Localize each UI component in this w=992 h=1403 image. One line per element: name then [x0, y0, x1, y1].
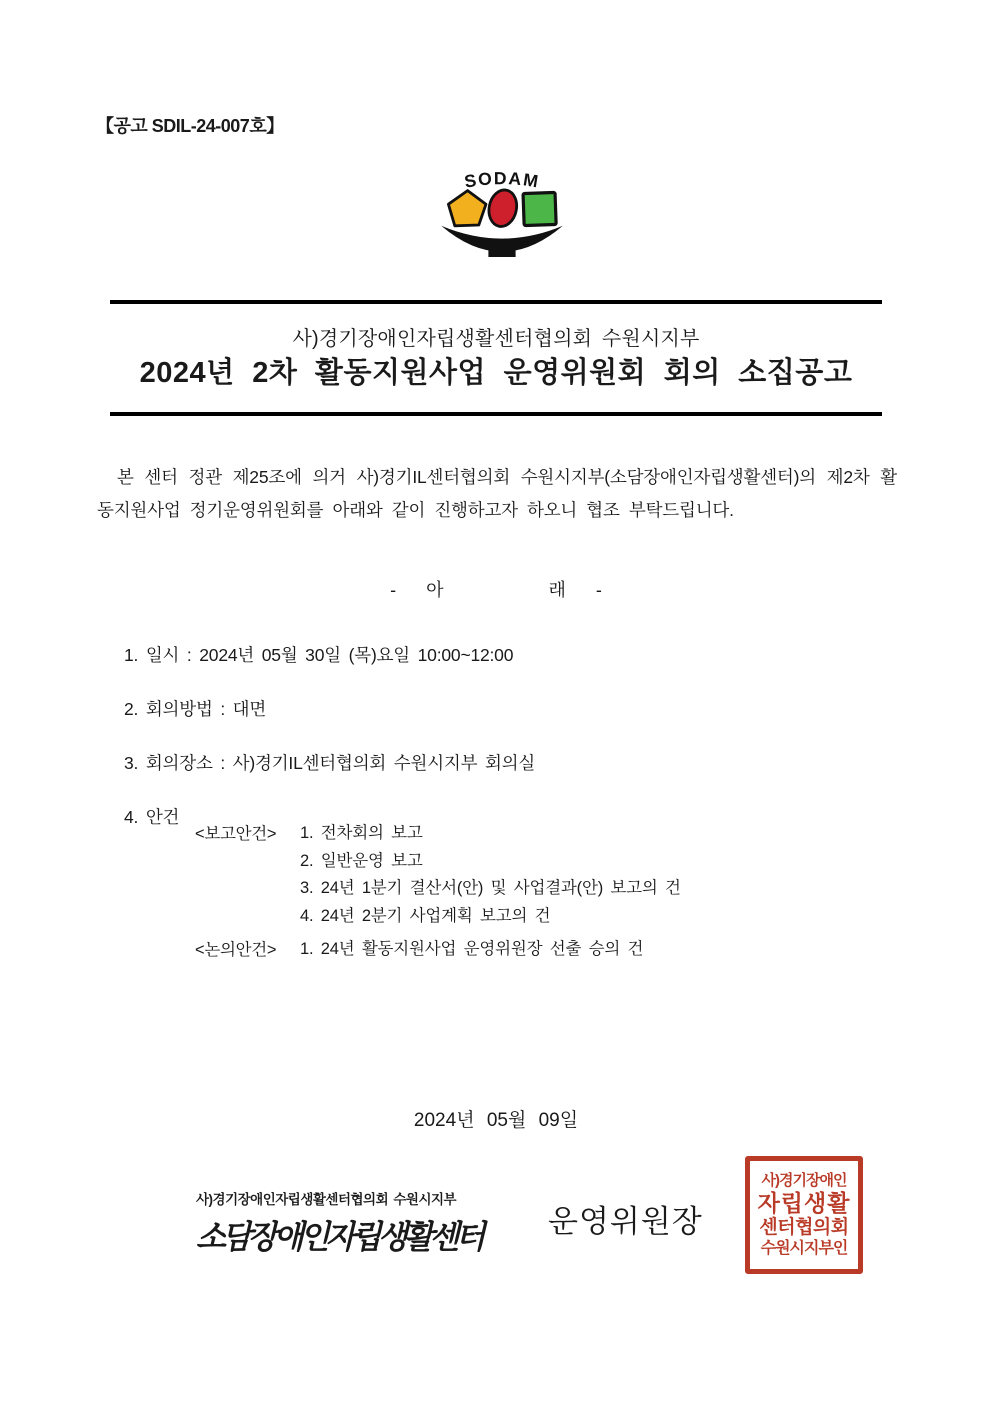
stamp-line: 자립생활 [757, 1190, 851, 1216]
meeting-info-place: 3. 회의장소 : 사)경기IL센터협의회 수원시지부 회의실 [124, 753, 536, 773]
discussion-agenda-label: <논의안건> [195, 941, 277, 959]
sodam-logo-text: SODAM [462, 168, 542, 192]
logo-bowl-base [488, 247, 515, 257]
logo-pentagon-yellow [448, 191, 486, 226]
logo-square-green [523, 192, 556, 225]
bottom-divider-rule [110, 412, 882, 416]
report-agenda-items [300, 820, 681, 930]
signature-block [196, 1188, 496, 1255]
chairman-title: 운영위원장 [548, 1204, 703, 1239]
signature-org-name: 사)경기장애인자립생활센터협의회 수원시지부 [196, 1192, 457, 1207]
body-paragraph: 본 센터 정관 제25조에 의거 사)경기IL센터협의회 수원시지부(소담장애인자립생활센터)의 제2차 활동지원사업 정기운영위원회를 아래와 같이 진행하고자 하오니 협조 부탁드립니다. [97, 466, 897, 520]
report-agenda-item: 2. 일반운영 보고 [300, 851, 423, 870]
signature-calligraphy: 소담장애인자립생활센터 [196, 1218, 482, 1257]
organization-line: 사)경기장애인자립생활센터협의회 수원시지부 [292, 328, 700, 350]
official-seal-stamp [745, 1156, 863, 1274]
discussion-agenda-items [300, 936, 643, 964]
discussion-agenda-item: 1. 24년 활동지원사업 운영위원장 선출 승의 건 [300, 940, 644, 958]
issue-date: 2024년 05월 09일 [413, 1110, 579, 1131]
below-section-label: - 아 래 - [390, 580, 602, 600]
report-agenda-item: 1. 전차회의 보고 [300, 824, 423, 842]
sodam-logo [438, 160, 566, 266]
stamp-line: 센터협의회 [759, 1217, 849, 1238]
meeting-info-agenda: 4. 안건 [124, 807, 180, 827]
document-title: 2024년 2차 활동지원사업 운영위원회 회의 소집공고 [139, 357, 853, 389]
report-agenda-label: <보고안건> [195, 825, 277, 843]
stamp-line: 사)경기장애인 [761, 1172, 847, 1189]
notice-number: 【공고 SDIL-24-007호】 [96, 116, 284, 136]
top-divider-rule [110, 300, 882, 304]
report-agenda-item: 4. 24년 2분기 사업계획 보고의 건 [300, 906, 551, 925]
stamp-line: 수원시지부인 [760, 1240, 848, 1257]
meeting-info-method: 2. 회의방법 : 대면 [124, 699, 267, 719]
sodam-logo-graphic [438, 160, 566, 266]
meeting-info-date: 1. 일시 : 2024년 05월 30일 (목)요일 10:00~12:00 [124, 645, 514, 665]
report-agenda-item: 3. 24년 1분기 결산서(안) 및 사업결과(안) 보고의 건 [300, 879, 681, 897]
logo-oval-red [486, 187, 520, 229]
